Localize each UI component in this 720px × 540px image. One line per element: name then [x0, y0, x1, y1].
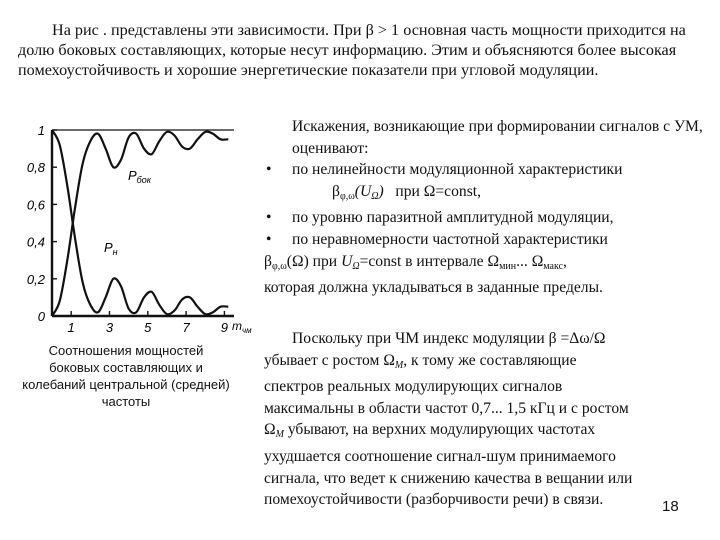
x-tick-label: 3	[105, 320, 114, 335]
fm-line-4: максимальны в области частот 0,7... 1,5 кГц и с ростом	[264, 399, 629, 417]
series-group	[52, 130, 228, 316]
page-number: 18	[662, 498, 679, 515]
distortion-bullet-2: • по уровню паразитной амплитудной модуляции,	[264, 207, 710, 229]
distortion-bullet-1: • по нелинейности модуляционной характеристики	[264, 159, 710, 181]
fm-line-3: спектров реальных модулирующих сигналов	[264, 378, 563, 396]
fm-line-7: сигнала, что ведет к снижению качества в вещании или	[264, 469, 633, 487]
label-carrier: $P_н$	[104, 240, 118, 257]
label-carrier-sub: н	[112, 247, 118, 257]
fm-line-6: ухудшается соотношение сигнал-шум принимаемого	[264, 447, 616, 465]
y-tick-label: 0,8	[26, 160, 45, 176]
y-tick-label: 0	[37, 309, 45, 324]
intro-paragraph	[18, 20, 700, 80]
x-tick-label: 9	[220, 320, 229, 335]
series-sideband-line	[52, 132, 228, 316]
y-tick-label: 0,6	[26, 197, 45, 213]
formula-2: $\beta_{\varphi,\omega}(\Omega)$ при $U_\Omega=const$ в интервале $\Omega_{мин}$... $\Omega_{макс}$,	[264, 252, 567, 272]
fm-line-8: помехоустойчивости (разборчивости речи) в связи.	[264, 491, 604, 509]
fm-section	[264, 328, 714, 511]
y-tick-label: 0,4	[26, 234, 45, 250]
fm-line-5: $\Omega_M$ убывают, на верхних модулирующих частотах	[264, 421, 596, 441]
x-axis-symbol: $m_{чм}$	[232, 319, 252, 335]
distortion-last-line: которая должна укладываться в заданные пределы.	[264, 279, 603, 297]
x-tick-label: 1	[67, 320, 75, 335]
y-tick-label: 0,2	[26, 271, 45, 287]
fm-line-1: Поскольку при ЧМ индекс модуляции β =Δω/Ω	[292, 330, 606, 347]
distortion-bullet-3: • по неравномерности частотной характеристики	[264, 229, 710, 251]
x-tick-label: 5	[144, 320, 152, 335]
distortion-intro: Искажения, возникающие при формировании сигналов с УМ, оценивают:	[292, 118, 703, 157]
y-tick-label: 1	[37, 123, 45, 138]
label-sideband-sub: бок	[136, 175, 151, 185]
x-tick-label: 7	[182, 320, 190, 335]
series-carrier-line	[52, 130, 228, 314]
power-ratio-chart	[12, 118, 262, 340]
chart-axes	[52, 130, 234, 316]
distortion-section	[264, 116, 710, 299]
intro-text: На рис . представлены эти зависимости. При β > 1 основная часть мощности приходится на долю боковых составляющих, которые несут информацию. Этим и объясняются более высокая помехоустойчивость и хорошие энергетические показатели при угловой модуляции.	[18, 21, 686, 79]
figure-caption: Соотношения мощностей боковых составляющих и колебаний центральной (средней) частоты	[22, 343, 230, 409]
formula-1: $\beta_{\varphi,\omega}(U_\Omega)$ при Ω=const,	[332, 182, 481, 202]
label-sideband: $P_{бок}$	[128, 168, 151, 185]
fm-line-2: убывает с ростом $\Omega_M$, к тому же составляющие	[264, 351, 577, 371]
